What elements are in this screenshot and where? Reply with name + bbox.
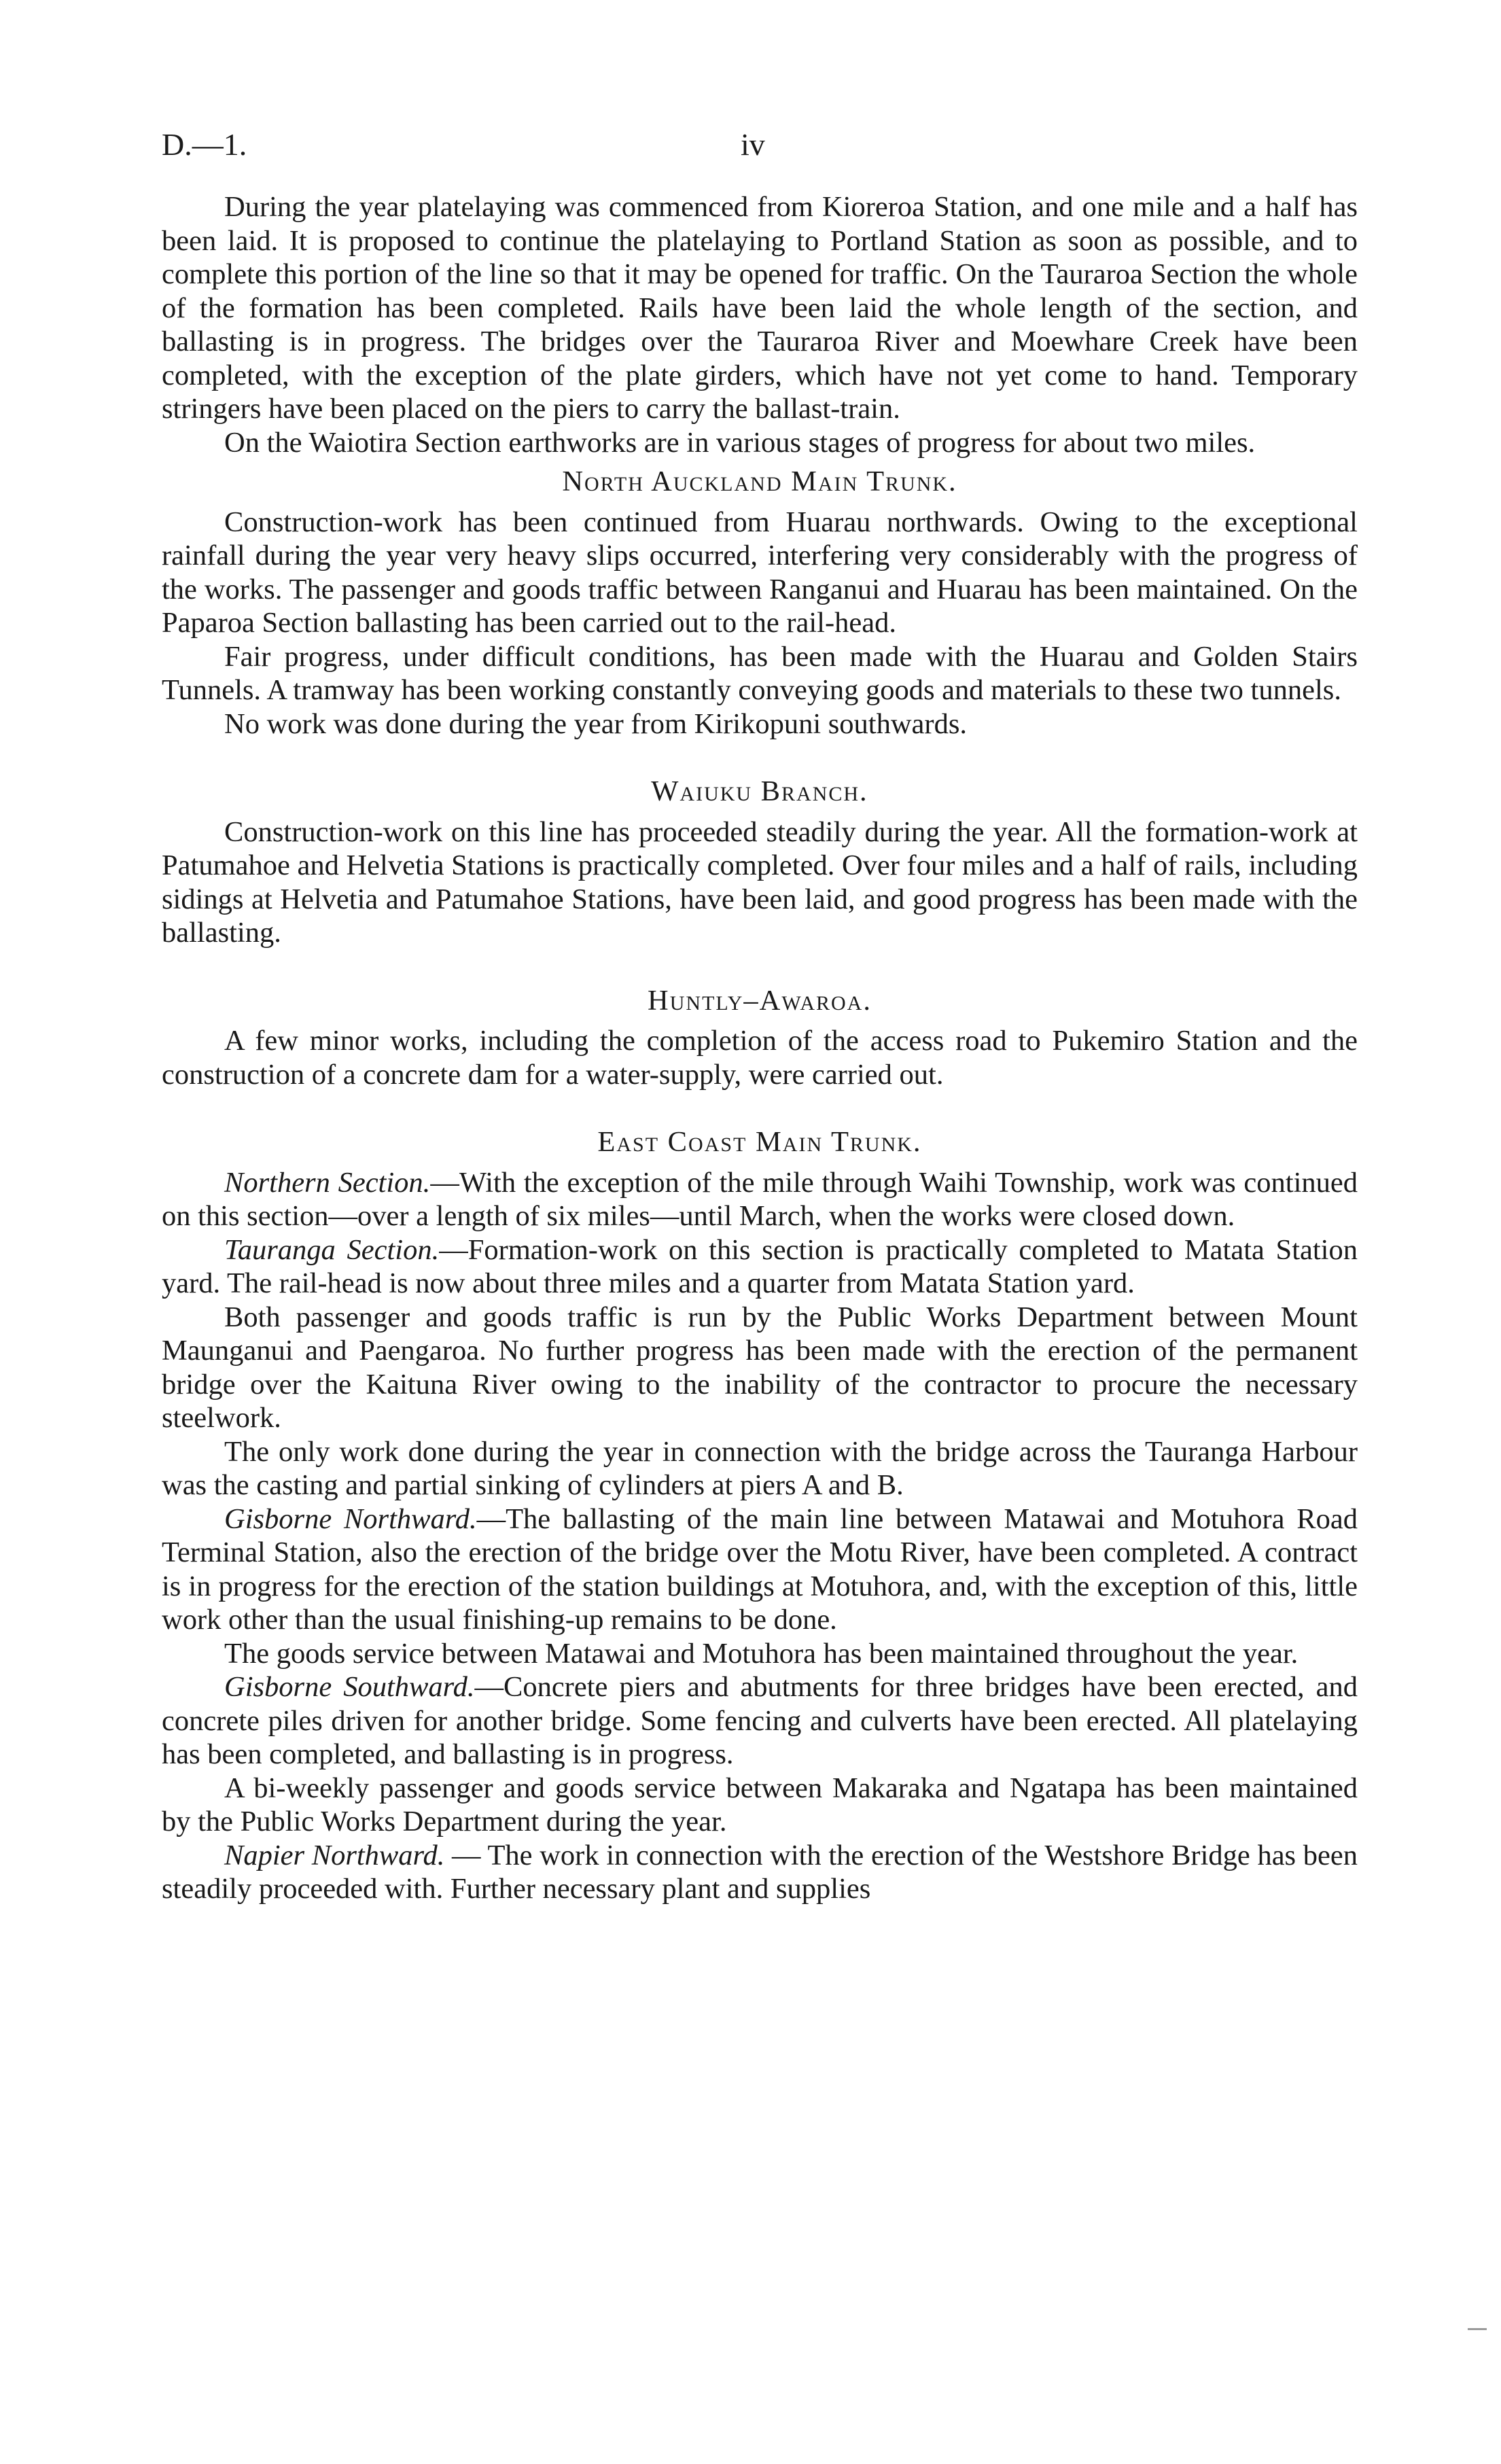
subsection-lead: Napier Northward. xyxy=(224,1839,445,1871)
paragraph-text: —Formation-work on this section is practically completed to Matata Station yard. The rail-head is now about three miles and a quarter from Matata Station yard. xyxy=(162,1233,1358,1299)
paragraph-text: —The ballasting of the main line between Matawai and Motuhora Road Terminal Station, also the erection of the bridge over the Motu River, have been completed. A contract is in progress for the erection of the station buildings at Motuhora, and, with the exception of this, little work other than the usual finishing-up remains to be done. xyxy=(162,1502,1358,1636)
subsection-lead: Gisborne Northward. xyxy=(224,1502,477,1535)
paragraph: A few minor works, including the completion of the access road to Pukemiro Station and the construction of a concrete dam for a water-supply, were carried out. xyxy=(162,1025,1358,1091)
paragraph xyxy=(162,1233,1358,1301)
paragraph: Both passenger and goods traffic is run by the Public Works Department between Mount Maunganui and Paengaroa. No further progress has been made with the erection of the permanent bridge over the Kaituna River owing to the inability of the contractor to procure the necessary steelwork. xyxy=(162,1301,1358,1434)
paragraph xyxy=(162,1839,1358,1906)
subsection-lead: Tauranga Section. xyxy=(224,1233,440,1266)
page-number: iv xyxy=(741,127,765,162)
section-heading-waiuku: Waiuku Branch. xyxy=(651,775,868,807)
page-header xyxy=(162,121,1358,169)
paragraph: During the year platelaying was commenced from Kioreroa Station, and one mile and a half has been laid. It is proposed to continue the platelaying to Portland Station as soon as possible, and to complete this portion of the line so that it may be opened for traffic. On the Tauraroa Section the whole of the formation has been completed. Rails have been laid the whole length of the section, and ballasting is in progress. The bridges over the Tauraroa River and Moewhare Creek have been completed, with the exception of the plate girders, which have not yet come to hand. Temporary stringers have been placed on the piers to carry the ballast-train. xyxy=(162,191,1358,425)
section-heading-huntly-awaroa: Huntly–Awaroa. xyxy=(648,984,872,1017)
paragraph-text: —Concrete piers and abutments for three bridges have been erected, and concrete piles driven for another bridge. Some fencing and culverts have been erected. All platelaying has been completed, and ballasting is in progress. xyxy=(162,1671,1358,1770)
paragraph xyxy=(162,1166,1358,1233)
paragraph xyxy=(162,1670,1358,1772)
paragraph: The only work done during the year in connection with the bridge across the Tauranga Harbour was the casting and partial sinking of cylinders at piers A and B. xyxy=(162,1435,1358,1501)
subsection-lead: Gisborne Southward. xyxy=(224,1671,475,1703)
paragraph-text: — The work in connection with the erection of the Westshore Bridge has been steadily proceeded with. Further necessary plant and supplies xyxy=(162,1839,1358,1905)
margin-mark xyxy=(1468,2328,1487,2330)
body-text xyxy=(162,190,1358,1906)
paragraph: The goods service between Matawai and Motuhora has been maintained throughout the year. xyxy=(224,1637,1299,1670)
paragraph: Construction-work on this line has proceeded steadily during the year. All the formation-work at Patumahoe and Helvetia Stations is practically completed. Over four miles and a half of rails, including sidings at Helvetia and Patumahoe Stations, have been laid, and good progress has been made with the ballasting. xyxy=(162,815,1358,949)
paragraph: A bi-weekly passenger and goods service between Makaraka and Ngatapa has been maintained by the Public Works Department during the year. xyxy=(162,1772,1358,1837)
paragraph: Construction-work has been continued from Huarau northwards. Owing to the exceptional rainfall during the year very heavy slips occurred, interfering very considerably with the progress of the works. The passenger and goods traffic between Ranganui and Huarau has been maintained. On the Paparoa Section ballasting has been carried out to the rail-head. xyxy=(162,506,1358,639)
section-heading-east-coast: East Coast Main Trunk. xyxy=(597,1126,922,1158)
paragraph: On the Waiotira Section earthworks are in various stages of progress for about two miles. xyxy=(224,426,1256,459)
paragraph-text: —With the exception of the mile through Waihi Township, work was continued on this section—over a length of six miles—until March, when the works were closed down. xyxy=(162,1166,1358,1232)
paragraph: Fair progress, under difficult conditions, has been made with the Huarau and Golden Stairs Tunnels. A tramway has been working constantly conveying goods and materials to these two tunnels. xyxy=(162,640,1358,706)
paragraph xyxy=(162,1502,1358,1637)
section-heading-north-auckland: North Auckland Main Trunk. xyxy=(562,465,957,497)
document-code: D.—1. xyxy=(162,127,247,162)
subsection-lead: Northern Section. xyxy=(224,1166,431,1199)
paragraph: No work was done during the year from Kirikopuni southwards. xyxy=(224,707,967,740)
